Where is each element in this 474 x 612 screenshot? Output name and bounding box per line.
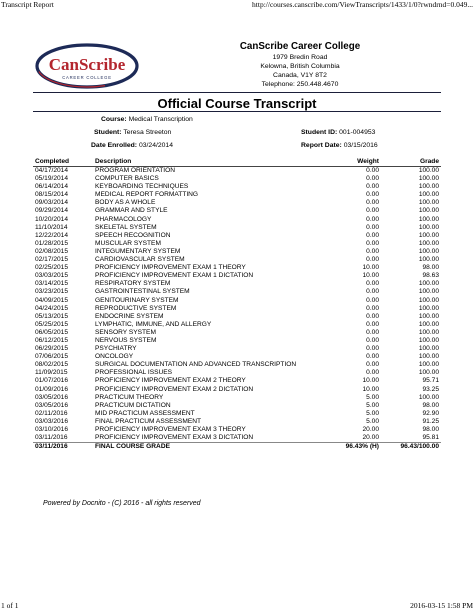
course-weight: 5.00 (366, 409, 379, 417)
course-weight: 0.00 (366, 223, 379, 231)
table-row (33, 321, 441, 329)
course-weight: 0.00 (366, 288, 379, 296)
final-grade-row (33, 443, 441, 452)
table-row (33, 175, 441, 183)
course-grade: 100.00 (418, 183, 439, 191)
course-weight: 20.00 (362, 434, 379, 442)
course-description: MUSCULAR SYSTEM (95, 239, 161, 247)
completed-date: 07/06/2015 (35, 353, 69, 361)
course-description: PRACTICUM THEORY (95, 393, 164, 401)
date-enrolled-label: Date Enrolled: (91, 142, 138, 149)
course-weight: 0.00 (366, 336, 379, 344)
course-description: SENSORY SYSTEM (95, 328, 156, 336)
completed-date: 06/14/2014 (35, 183, 69, 191)
course-grade: 100.00 (418, 328, 439, 336)
course-grade: 100.00 (418, 361, 439, 369)
course-weight: 5.00 (366, 393, 379, 401)
course-weight: 0.00 (366, 369, 379, 377)
table-row (33, 369, 441, 377)
school-telephone: Telephone: 250.448.4670 (261, 81, 339, 88)
footnote: Powered by Docnito - (C) 2016 - all rights reserved (43, 500, 201, 507)
completed-date: 06/05/2015 (35, 328, 69, 336)
report-date-field (301, 142, 378, 149)
table-row (33, 394, 441, 402)
course-description: GASTROINTESTINAL SYSTEM (95, 288, 190, 296)
course-description: PROFICIENCY IMPROVEMENT EXAM 2 THEORY (95, 377, 246, 385)
course-weight: 10.00 (362, 272, 379, 280)
course-description: GRAMMAR AND STYLE (95, 207, 168, 215)
course-weight: 0.00 (366, 239, 379, 247)
completed-date: 03/05/2016 (35, 401, 69, 409)
completed-date: 03/14/2015 (35, 280, 69, 288)
course-weight: 0.00 (366, 191, 379, 199)
table-row (33, 345, 441, 353)
course-weight: 0.00 (366, 304, 379, 312)
course-description: SPEECH RECOGNITION (95, 231, 171, 239)
table-row (33, 418, 441, 426)
student-value: Teresa Streeton (123, 129, 172, 136)
header-rule (33, 92, 441, 93)
table-row (33, 386, 441, 394)
student-id-value: 001-004953 (339, 129, 376, 136)
header-weight: Weight (313, 157, 381, 167)
canscribe-logo (33, 40, 141, 92)
school-address-line-2: Kelowna, British Columbia (260, 63, 340, 70)
course-grade: 100.00 (418, 320, 439, 328)
course-description: PHARMACOLOGY (95, 215, 152, 223)
completed-date: 08/02/2015 (35, 361, 69, 369)
course-grade: 98.00 (422, 264, 439, 272)
course-grade: 100.00 (418, 296, 439, 304)
course-description: MEDICAL REPORT FORMATTING (95, 191, 199, 199)
course-description: REPRODUCTIVE SYSTEM (95, 304, 177, 312)
table-row (33, 248, 441, 256)
course-description: FINAL PRACTICUM ASSESSMENT (95, 417, 202, 425)
course-grade: 91.25 (422, 417, 439, 425)
course-description: ENDOCRINE SYSTEM (95, 312, 164, 320)
student-id-field (301, 129, 375, 136)
print-footer (0, 600, 474, 612)
course-description: PROGRAM ORIENTATION (95, 167, 175, 174)
course-grade: 98.00 (422, 426, 439, 433)
completed-date: 03/03/2015 (35, 272, 69, 280)
course-description: KEYBOARDING TECHNIQUES (95, 183, 189, 191)
course-description: ONCOLOGY (95, 353, 134, 361)
course-weight: 0.00 (366, 353, 379, 361)
table-row (33, 361, 441, 369)
completed-date: 05/25/2015 (35, 320, 69, 328)
table-row (33, 313, 441, 321)
course-description: GENITOURINARY SYSTEM (95, 296, 179, 304)
course-weight: 0.00 (366, 231, 379, 239)
print-title: Transcript Report (1, 0, 54, 9)
course-description: PROFICIENCY IMPROVEMENT EXAM 3 THEORY (95, 426, 246, 433)
course-description: NERVOUS SYSTEM (95, 336, 157, 344)
course-weight: 10.00 (362, 377, 379, 385)
print-datetime: 2016-03-15 1:58 PM (410, 601, 473, 610)
course-description: INTEGUMENTARY SYSTEM (95, 247, 181, 255)
completed-date: 03/23/2015 (35, 288, 69, 296)
course-weight: 5.00 (366, 401, 379, 409)
completed-date: 03/11/2016 (35, 434, 68, 442)
table-header-row (33, 157, 441, 167)
student-field (94, 129, 171, 136)
course-weight: 10.00 (362, 385, 379, 393)
completed-date: 03/03/2016 (35, 417, 69, 425)
school-name: CanScribe Career College (239, 41, 361, 52)
course-grade: 100.00 (418, 247, 439, 255)
final-completed-date: 03/11/2016 (33, 443, 93, 452)
date-enrolled-value: 03/24/2014 (138, 142, 173, 149)
course-description: RESPIRATORY SYSTEM (95, 280, 171, 288)
table-row (33, 280, 441, 288)
course-grade: 100.00 (418, 280, 439, 288)
course-description: SKELETAL SYSTEM (95, 223, 157, 231)
table-row (33, 329, 441, 337)
table-row (33, 272, 441, 280)
course-description: SURGICAL DOCUMENTATION AND ADVANCED TRANSCRIPTION (95, 361, 297, 369)
course-weight: 0.00 (366, 328, 379, 336)
logo-tagline: CAREER COLLEGE (62, 75, 112, 80)
table-row (33, 426, 441, 434)
course-weight: 5.00 (366, 417, 379, 425)
course-grade: 100.00 (418, 312, 439, 320)
print-header (0, 0, 474, 10)
table-row (33, 183, 441, 191)
table-row (33, 297, 441, 305)
table-row (33, 410, 441, 418)
course-description: LYMPHATIC, IMMUNE, AND ALLERGY (95, 320, 212, 328)
table-row (33, 224, 441, 232)
course-weight: 10.00 (362, 264, 379, 272)
course-grade: 100.00 (418, 215, 439, 223)
table-row (33, 337, 441, 345)
course-description: PROFICIENCY IMPROVEMENT EXAM 1 DICTATION (95, 272, 254, 280)
course-weight: 20.00 (362, 426, 379, 433)
completed-date: 05/13/2015 (35, 312, 69, 320)
course-grade: 98.63 (422, 272, 439, 280)
table-row (33, 434, 441, 443)
completed-date: 02/11/2016 (35, 409, 68, 417)
completed-date: 04/24/2015 (35, 304, 69, 312)
course-weight: 0.00 (366, 215, 379, 223)
completed-date: 01/09/2016 (35, 385, 69, 393)
course-grade: 100.00 (418, 345, 439, 353)
course-weight: 0.00 (366, 207, 379, 215)
course-grade: 100.00 (418, 167, 439, 174)
final-course-grade: 96.43/100.00 (381, 443, 441, 452)
course-grade: 100.00 (418, 353, 439, 361)
course-description: PROFICIENCY IMPROVEMENT EXAM 1 THEORY (95, 264, 246, 272)
table-row (33, 377, 441, 385)
course-weight: 0.00 (366, 167, 379, 174)
course-grade: 100.00 (418, 256, 439, 264)
table-row (33, 288, 441, 296)
completed-date: 06/29/2015 (35, 345, 69, 353)
course-grade: 100.00 (418, 336, 439, 344)
final-course-weight: 96.43% (H) (313, 443, 381, 452)
completed-date: 03/10/2016 (35, 426, 69, 433)
course-weight: 0.00 (366, 280, 379, 288)
student-label: Student: (94, 129, 122, 136)
completed-date: 10/20/2014 (35, 215, 69, 223)
completed-date: 09/29/2014 (35, 207, 69, 215)
course-grade: 100.00 (418, 239, 439, 247)
date-enrolled-field (91, 142, 173, 149)
table-row (33, 264, 441, 272)
course-field (101, 116, 193, 123)
completed-date: 08/15/2014 (35, 191, 69, 199)
school-address-line-1: 1979 Bredin Road (272, 54, 328, 61)
report-date-value: 03/15/2016 (343, 142, 378, 149)
course-weight: 0.00 (366, 256, 379, 264)
course-weight: 0.00 (366, 247, 379, 255)
completed-date: 04/17/2014 (35, 167, 69, 174)
course-grade: 95.81 (422, 434, 439, 442)
course-grade: 100.00 (418, 393, 439, 401)
school-address-line-3: Canada, V1Y 8T2 (273, 72, 327, 79)
header-completed: Completed (33, 157, 93, 167)
completed-date: 02/08/2015 (35, 247, 69, 255)
course-description: COMPUTER BASICS (95, 175, 159, 183)
course-description: PROFESSIONAL ISSUES (95, 369, 173, 377)
course-grade: 95.71 (422, 377, 439, 385)
student-id-label: Student ID: (301, 129, 338, 136)
course-description: PROFICIENCY IMPROVEMENT EXAM 2 DICTATION (95, 385, 254, 393)
course-table (33, 157, 441, 451)
course-weight: 0.00 (366, 296, 379, 304)
completed-date: 11/09/2015 (35, 369, 68, 377)
completed-date: 03/05/2016 (35, 393, 69, 401)
course-grade: 100.00 (418, 231, 439, 239)
course-grade: 100.00 (418, 288, 439, 296)
course-value: Medical Transcription (128, 116, 193, 123)
title-rule (33, 111, 441, 112)
table-row (33, 232, 441, 240)
page-title: Official Course Transcript (157, 96, 317, 111)
completed-date: 01/07/2016 (35, 377, 69, 385)
course-grade: 100.00 (418, 223, 439, 231)
completed-date: 06/12/2015 (35, 336, 69, 344)
completed-date: 02/17/2015 (35, 256, 69, 264)
course-description: CARDIOVASCULAR SYSTEM (95, 256, 185, 264)
table-row (33, 240, 441, 248)
course-grade: 100.00 (418, 199, 439, 207)
completed-date: 04/09/2015 (35, 296, 69, 304)
table-row (33, 167, 441, 176)
course-weight: 0.00 (366, 361, 379, 369)
course-weight: 0.00 (366, 199, 379, 207)
course-weight: 0.00 (366, 175, 379, 183)
table-row (33, 216, 441, 224)
course-weight: 0.00 (366, 312, 379, 320)
header-grade: Grade (381, 157, 441, 167)
completed-date: 11/10/2014 (35, 223, 68, 231)
course-description: BODY AS A WHOLE (95, 199, 156, 207)
table-row (33, 191, 441, 199)
course-weight: 0.00 (366, 320, 379, 328)
course-weight: 0.00 (366, 183, 379, 191)
course-grade: 100.00 (418, 191, 439, 199)
print-url: http://courses.canscribe.com/ViewTranscripts/1433/1/0?rwndrnd=0.049... (252, 0, 473, 9)
course-grade: 100.00 (418, 175, 439, 183)
completed-date: 01/28/2015 (35, 239, 69, 247)
table-row (33, 207, 441, 215)
table-row (33, 199, 441, 207)
table-row (33, 256, 441, 264)
table-row (33, 305, 441, 313)
completed-date: 09/03/2014 (35, 199, 69, 207)
page-number: 1 of 1 (1, 601, 19, 610)
course-grade: 100.00 (418, 369, 439, 377)
report-date-label: Report Date: (301, 142, 342, 149)
logo-brand: CanScribe (48, 55, 126, 74)
course-description: PRACTICUM DICTATION (95, 401, 171, 409)
course-grade: 93.25 (422, 385, 439, 393)
course-description: PSYCHIATRY (95, 345, 137, 353)
completed-date: 12/22/2014 (35, 231, 69, 239)
course-description: PROFICIENCY IMPROVEMENT EXAM 3 DICTATION (95, 434, 254, 442)
course-label: Course: (101, 116, 127, 123)
course-grade: 100.00 (418, 207, 439, 215)
header-description: Description (93, 157, 313, 167)
table-row (33, 353, 441, 361)
course-grade: 98.00 (422, 401, 439, 409)
school-info (225, 41, 375, 89)
table-row (33, 402, 441, 410)
course-grade: 100.00 (418, 304, 439, 312)
completed-date: 02/25/2015 (35, 264, 69, 272)
course-grade: 92.90 (422, 409, 439, 417)
course-description: MID PRACTICUM ASSESSMENT (95, 409, 195, 417)
final-course-description: FINAL COURSE GRADE (93, 443, 313, 452)
completed-date: 05/19/2014 (35, 175, 69, 183)
course-weight: 0.00 (366, 345, 379, 353)
